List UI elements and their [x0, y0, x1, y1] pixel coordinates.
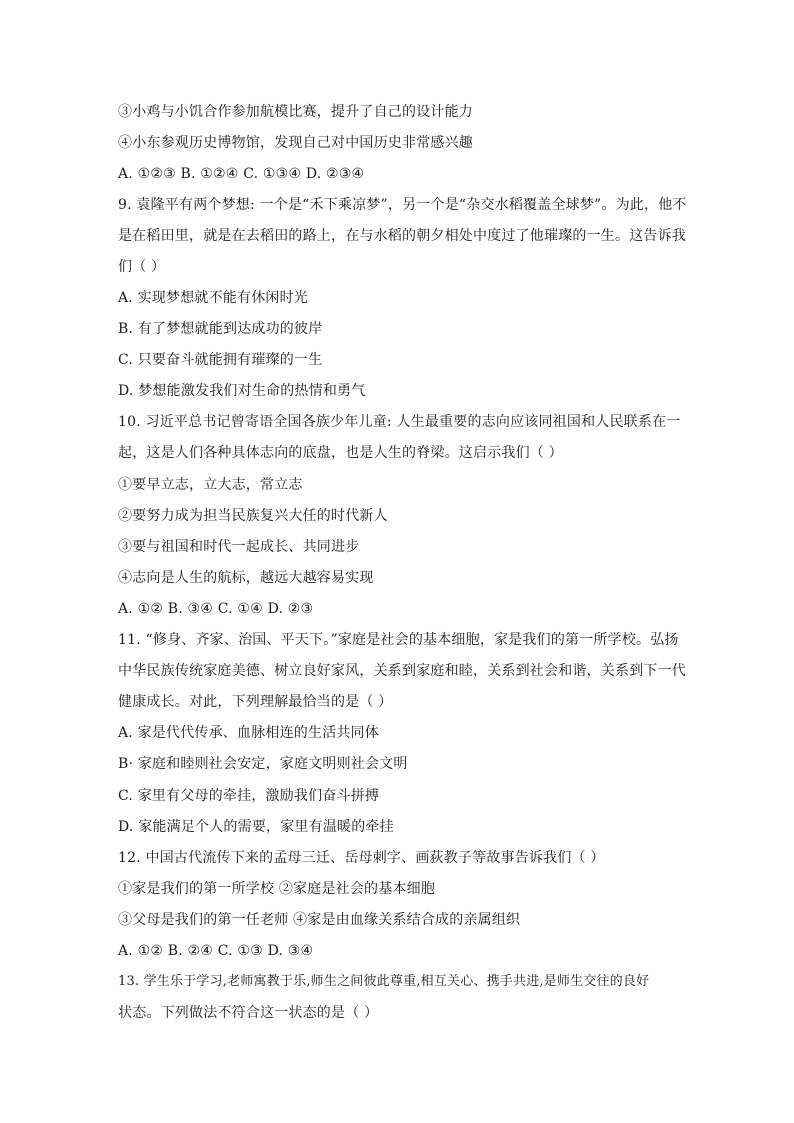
question-10: 10. 习近平总书记曾寄语全国各族少年儿童: 人生最重要的志向应该同祖国和人民联系在一 [118, 414, 681, 430]
option-a: A. 实现梦想就不能有休闲时光 [118, 290, 309, 306]
statements-1-2: ①家是我们的第一所学校 ②家庭是社会的基本细胞 [118, 881, 436, 897]
option-c: C. 家里有父母的牵挂，激励我们奋斗拼搏 [118, 788, 380, 804]
text-line: 健康成长。对此，下列理解最恰当的是（ ） [118, 694, 393, 710]
statement-1: ①要早立志，立大志，常立志 [118, 477, 303, 493]
option-b: B· 家庭和睦则社会安定，家庭文明则社会文明 [118, 756, 408, 772]
statement-2: ②要努力成为担当民族复兴大任的时代新人 [118, 508, 388, 524]
option-a: A. 家是代代传承、血脉相连的生活共同体 [118, 725, 380, 741]
question-11: 11. “修身、齐家、治国、平天下。”家庭是社会的基本细胞，家是我们的第一所学校。弘扬 [118, 632, 679, 648]
option-b: B. 有了梦想就能到达成功的彼岸 [118, 321, 323, 337]
text-line: 们（ ） [118, 259, 166, 275]
text-line: ③小鸡与小饥合作参加航模比赛，提升了自己的设计能力 [118, 104, 473, 120]
text-line: ④小东参观历史博物馆，发现自己对中国历史非常感兴趣 [118, 135, 473, 151]
statement-4: ④志向是人生的航标，越远大越容易实现 [118, 570, 374, 586]
question-12: 12. 中国古代流传下来的孟母三迁、岳母刺字、画荻教子等故事告诉我们（ ） [118, 850, 605, 866]
option-d: D. 梦想能激发我们对生命的热情和勇气 [118, 383, 366, 399]
statements-3-4: ③父母是我们的第一任老师 ④家是由血缘关系结合成的亲属组织 [118, 912, 521, 928]
answer-options: A. ①②③ B. ①②④ C. ①③④ D. ②③④ [118, 166, 365, 182]
text-line: 是在稻田里，就是在去稻田的路上，在与水稻的朝夕相处中度过了他璀璨的一生。这告诉我 [118, 228, 686, 244]
text-line: 状态。下列做法不符合这一状态的是（ ） [118, 1005, 379, 1021]
statement-3: ③要与祖国和时代一起成长、共同进步 [118, 539, 360, 555]
text-line: 中华民族传统家庭美德、树立良好家风，关系到家庭和睦，关系到社会和谐，关系到下一代 [118, 663, 686, 679]
answer-options: A. ①② B. ②④ C. ①③ D. ③④ [118, 943, 314, 959]
question-13: 13. 学生乐于学习,老师寓教于乐,师生之间彼此尊重,相互关心、携手共进,是师生交往的良好 [118, 974, 650, 989]
question-9: 9. 袁隆平有两个梦想: 一个是“禾下乘凉梦”，另一个是“杂交水稻覆盖全球梦”。为此，他不 [118, 197, 687, 213]
answer-options: A. ①② B. ③④ C. ①④ D. ②③ [118, 601, 314, 617]
text-line: 起，这是人们各种具体志向的底盘，也是人生的脊梁。这启示我们（ ） [118, 445, 563, 461]
option-d: D. 家能满足个人的需要，家里有温暖的牵挂 [118, 819, 394, 835]
option-c: C. 只要奋斗就能拥有璀璨的一生 [118, 352, 323, 368]
